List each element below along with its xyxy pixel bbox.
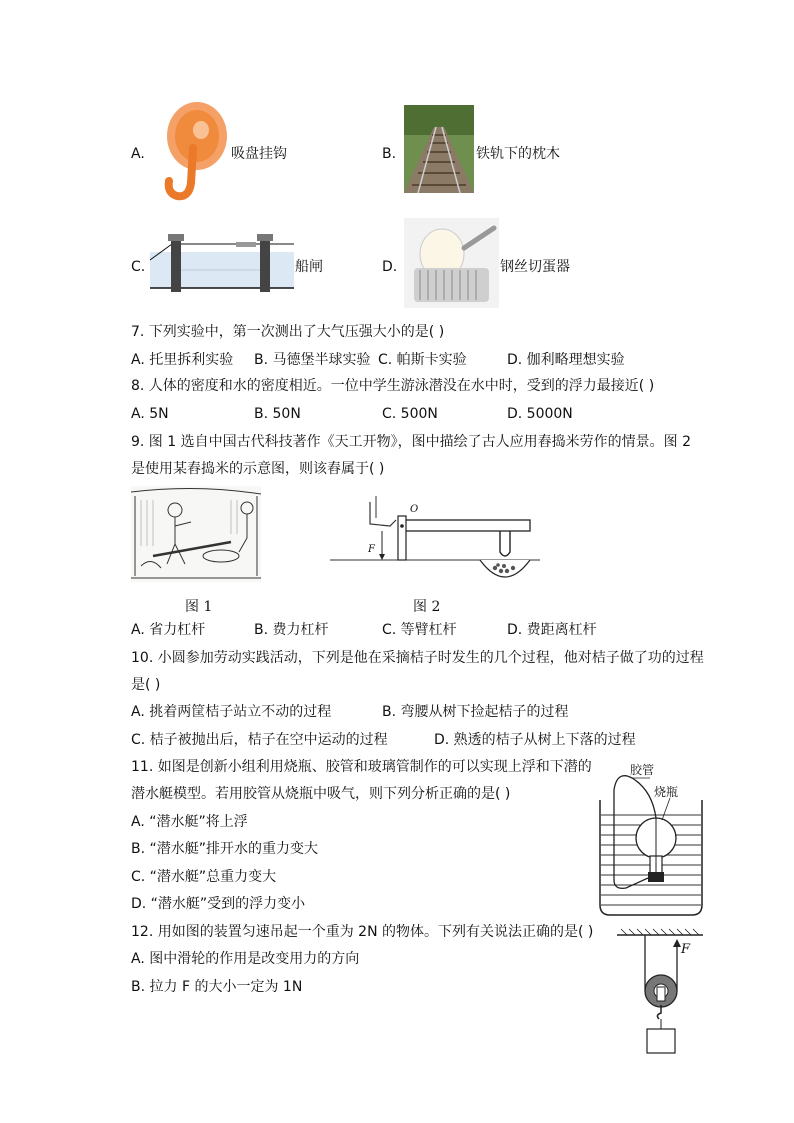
question-11-option-c: C. “潜水艇”总重力变大 (131, 869, 277, 885)
question-8-option-c: C. 500N (382, 406, 438, 422)
figure-1-ancient-illustration (131, 486, 261, 582)
option-c-text: 船闸 (295, 259, 323, 275)
question-8-stem: 8. 人体的密度和水的密度相近。一位中学生游泳潜没在水中时，受到的浮力最接近( ) (131, 378, 655, 394)
option-d-text: 钢丝切蛋器 (500, 259, 570, 275)
question-7-option-b: B. 马德堡半球实验 (254, 352, 371, 368)
question-11-stem-line1: 11. 如图是创新小组利用烧瓶、胶管和玻璃管制作的可以实现上浮和下潜的 (131, 759, 592, 775)
question-8-option-b: B. 50N (254, 406, 301, 422)
question-12-option-b: B. 拉力 F 的大小一定为 1N (131, 979, 303, 995)
question-10-option-c: C. 桔子被抛出后，桔子在空中运动的过程 (131, 732, 388, 748)
ship-lock-diagram (150, 230, 294, 298)
label-rubber-tube: 胶管 (630, 763, 655, 777)
question-9-option-c: C. 等臂杠杆 (382, 622, 457, 638)
egg-slicer-image (404, 218, 499, 308)
question-11-option-b: B. “潜水艇”排开水的重力变大 (131, 841, 319, 857)
pulley-diagram (615, 925, 705, 1055)
question-9-option-a: A. 省力杠杆 (131, 622, 206, 638)
figure-2-pestle-lever-diagram (330, 494, 540, 584)
figure-1-caption: 图 1 (185, 599, 213, 615)
question-12-option-a: A. 图中滑轮的作用是改变用力的方向 (131, 951, 360, 967)
question-10-option-a: A. 挑着两筐桔子站立不动的过程 (131, 704, 332, 720)
option-c-letter: C. (131, 259, 146, 275)
figure-2-caption: 图 2 (413, 599, 441, 615)
question-7-option-d: D. 伽利略理想实验 (507, 352, 625, 368)
question-8-option-d: D. 5000N (507, 406, 573, 422)
question-11-option-a: A. “潜水艇”将上浮 (131, 814, 248, 830)
submarine-model-diagram (592, 760, 710, 920)
question-11-stem-line2: 潜水艇模型。若用胶管从烧瓶中吸气，则下列分析正确的是( ) (131, 786, 511, 802)
question-8-option-a: A. 5N (131, 406, 169, 422)
railway-sleepers-image (404, 105, 474, 193)
option-a-text: 吸盘挂钩 (231, 146, 287, 162)
question-10-option-d: D. 熟透的桔子从树上下落的过程 (434, 732, 636, 748)
question-9-option-b: B. 费力杠杆 (254, 622, 329, 638)
option-d-letter: D. (382, 259, 398, 275)
option-b-letter: B. (382, 146, 397, 162)
question-9-stem-line2: 是使用某舂捣米的示意图，则该舂属于( ) (131, 461, 385, 477)
option-b-text: 铁轨下的枕木 (476, 146, 560, 162)
figure-2-pivot-label: O (410, 504, 419, 515)
question-10-stem-line1: 10. 小圆参加劳动实践活动，下列是他在采摘桔子时发生的几个过程，他对桔子做了功的过程 (131, 650, 704, 666)
suction-hook-image (153, 98, 230, 208)
question-11-option-d: D. “潜水艇”受到的浮力变小 (131, 896, 306, 912)
question-7-option-c: C. 帕斯卡实验 (378, 352, 467, 368)
question-10-stem-line2: 是( ) (131, 677, 161, 693)
question-12-stem: 12. 用如图的装置匀速吊起一个重为 2N 的物体。下列有关说法正确的是( ) (131, 924, 594, 940)
option-a-letter: A. (131, 146, 145, 162)
question-7-option-a: A. 托里拆利实验 (131, 352, 234, 368)
question-7-stem: 7. 下列实验中，第一次测出了大气压强大小的是( ) (131, 324, 445, 340)
figure-2-force-label: F (368, 544, 375, 555)
question-10-option-b: B. 弯腰从树下捡起桔子的过程 (382, 704, 569, 720)
label-flask: 烧瓶 (654, 785, 679, 799)
question-9-option-d: D. 费距离杠杆 (507, 622, 597, 638)
question-9-stem-line1: 9. 图 1 选自中国古代科技著作《天工开物》，图中描绘了古人应用舂捣米劳作的情景。图 2 (131, 434, 691, 450)
label-force-f: F (681, 942, 691, 957)
